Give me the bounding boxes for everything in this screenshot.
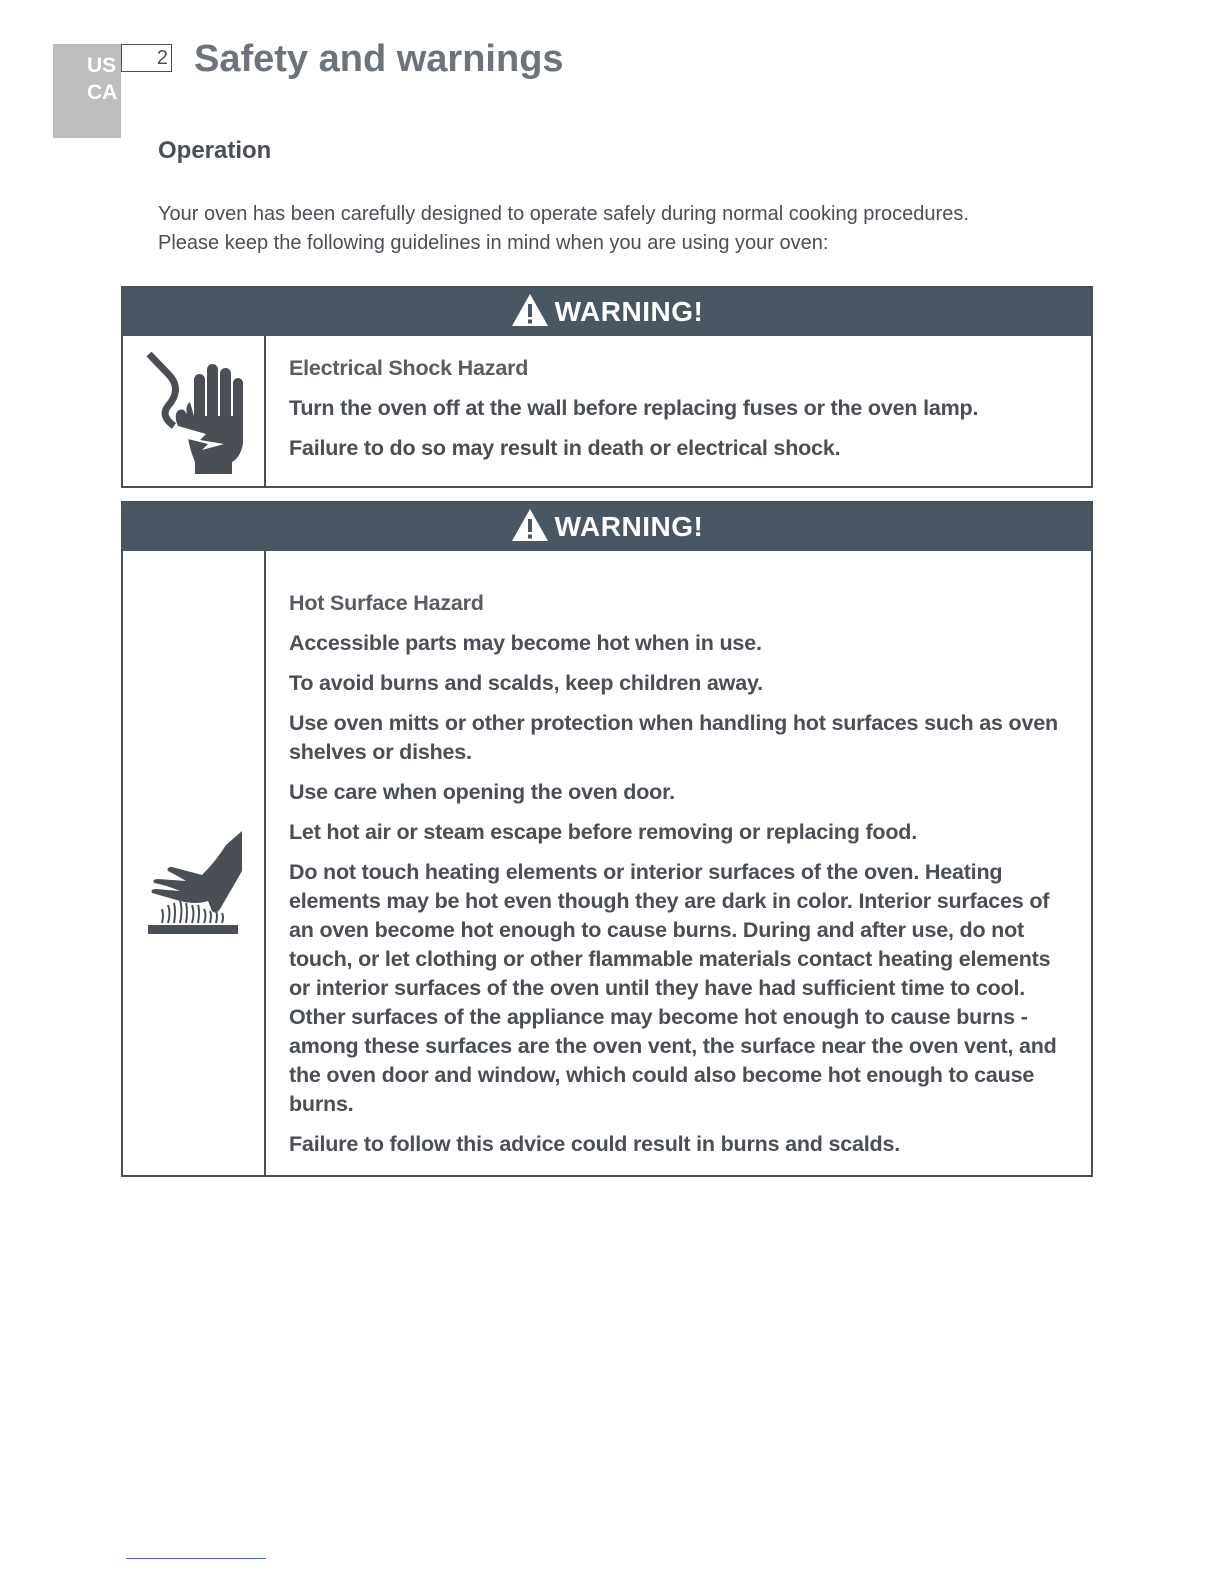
- region-us: US: [87, 54, 117, 77]
- warning-triangle-icon: [511, 293, 549, 327]
- footer-rule: [126, 1558, 266, 1559]
- warning-line: To avoid burns and scalds, keep children away.: [289, 671, 763, 695]
- warning-header: [123, 288, 1091, 336]
- intro-line-1: Your oven has been carefully designed to operate safely during normal cooking procedures.: [158, 203, 969, 225]
- warning-text: [266, 551, 1091, 1175]
- warning-box-electrical: [121, 286, 1093, 488]
- warning-label: WARNING!: [554, 296, 704, 327]
- warning-label: WARNING!: [554, 511, 704, 542]
- intro-paragraph: [158, 200, 1118, 258]
- warning-line: Use oven mitts or other protection when handling hot surfaces such as oven shelves or dishes.: [289, 711, 1058, 764]
- warning-line: Failure to do so may result in death or electrical shock.: [289, 436, 841, 460]
- warning-text: [266, 336, 1091, 486]
- warning-line: Accessible parts may become hot when in use.: [289, 631, 762, 655]
- warning-box-hot-surface: [121, 501, 1093, 1177]
- warning-line: Turn the oven off at the wall before replacing fuses or the oven lamp.: [289, 396, 979, 420]
- warning-line: Do not touch heating elements or interior surfaces of the oven. Heating elements may be hot even though they are dark in color. Interior surfaces of an oven become hot enough to cause burns. During and after use, do not touch, or let clothing or other flammable materials contact heating elements or interior surfaces of the oven until they have had sufficient time to cool. Other surfaces of the appliance may become hot enough to cause burns - among these surfaces are the oven vent, the surface near the oven vent, and the oven door and window, which could also become hot enough to cause burns.: [289, 860, 1057, 1116]
- page-number: 2: [121, 44, 172, 72]
- region-tab: [53, 44, 121, 138]
- region-ca: CA: [87, 81, 118, 104]
- warning-line: Use care when opening the oven door.: [289, 780, 675, 804]
- warning-triangle-icon: [511, 508, 549, 542]
- warning-line: Let hot air or steam escape before removing or replacing food.: [289, 820, 917, 844]
- icon-cell: [123, 336, 266, 486]
- electric-shock-hand-icon: [144, 346, 244, 476]
- hot-surface-hand-icon: [146, 831, 242, 935]
- warning-line: Failure to follow this advice could result in burns and scalds.: [289, 1132, 901, 1156]
- icon-cell: [123, 551, 266, 1175]
- section-heading: Operation: [158, 137, 272, 164]
- intro-line-2: Please keep the following guidelines in mind when you are using your oven:: [158, 232, 829, 254]
- hazard-title: Electrical Shock Hazard: [289, 356, 529, 380]
- warning-header: [123, 503, 1091, 551]
- page-title: Safety and warnings: [194, 38, 564, 80]
- hazard-title: Hot Surface Hazard: [289, 591, 484, 615]
